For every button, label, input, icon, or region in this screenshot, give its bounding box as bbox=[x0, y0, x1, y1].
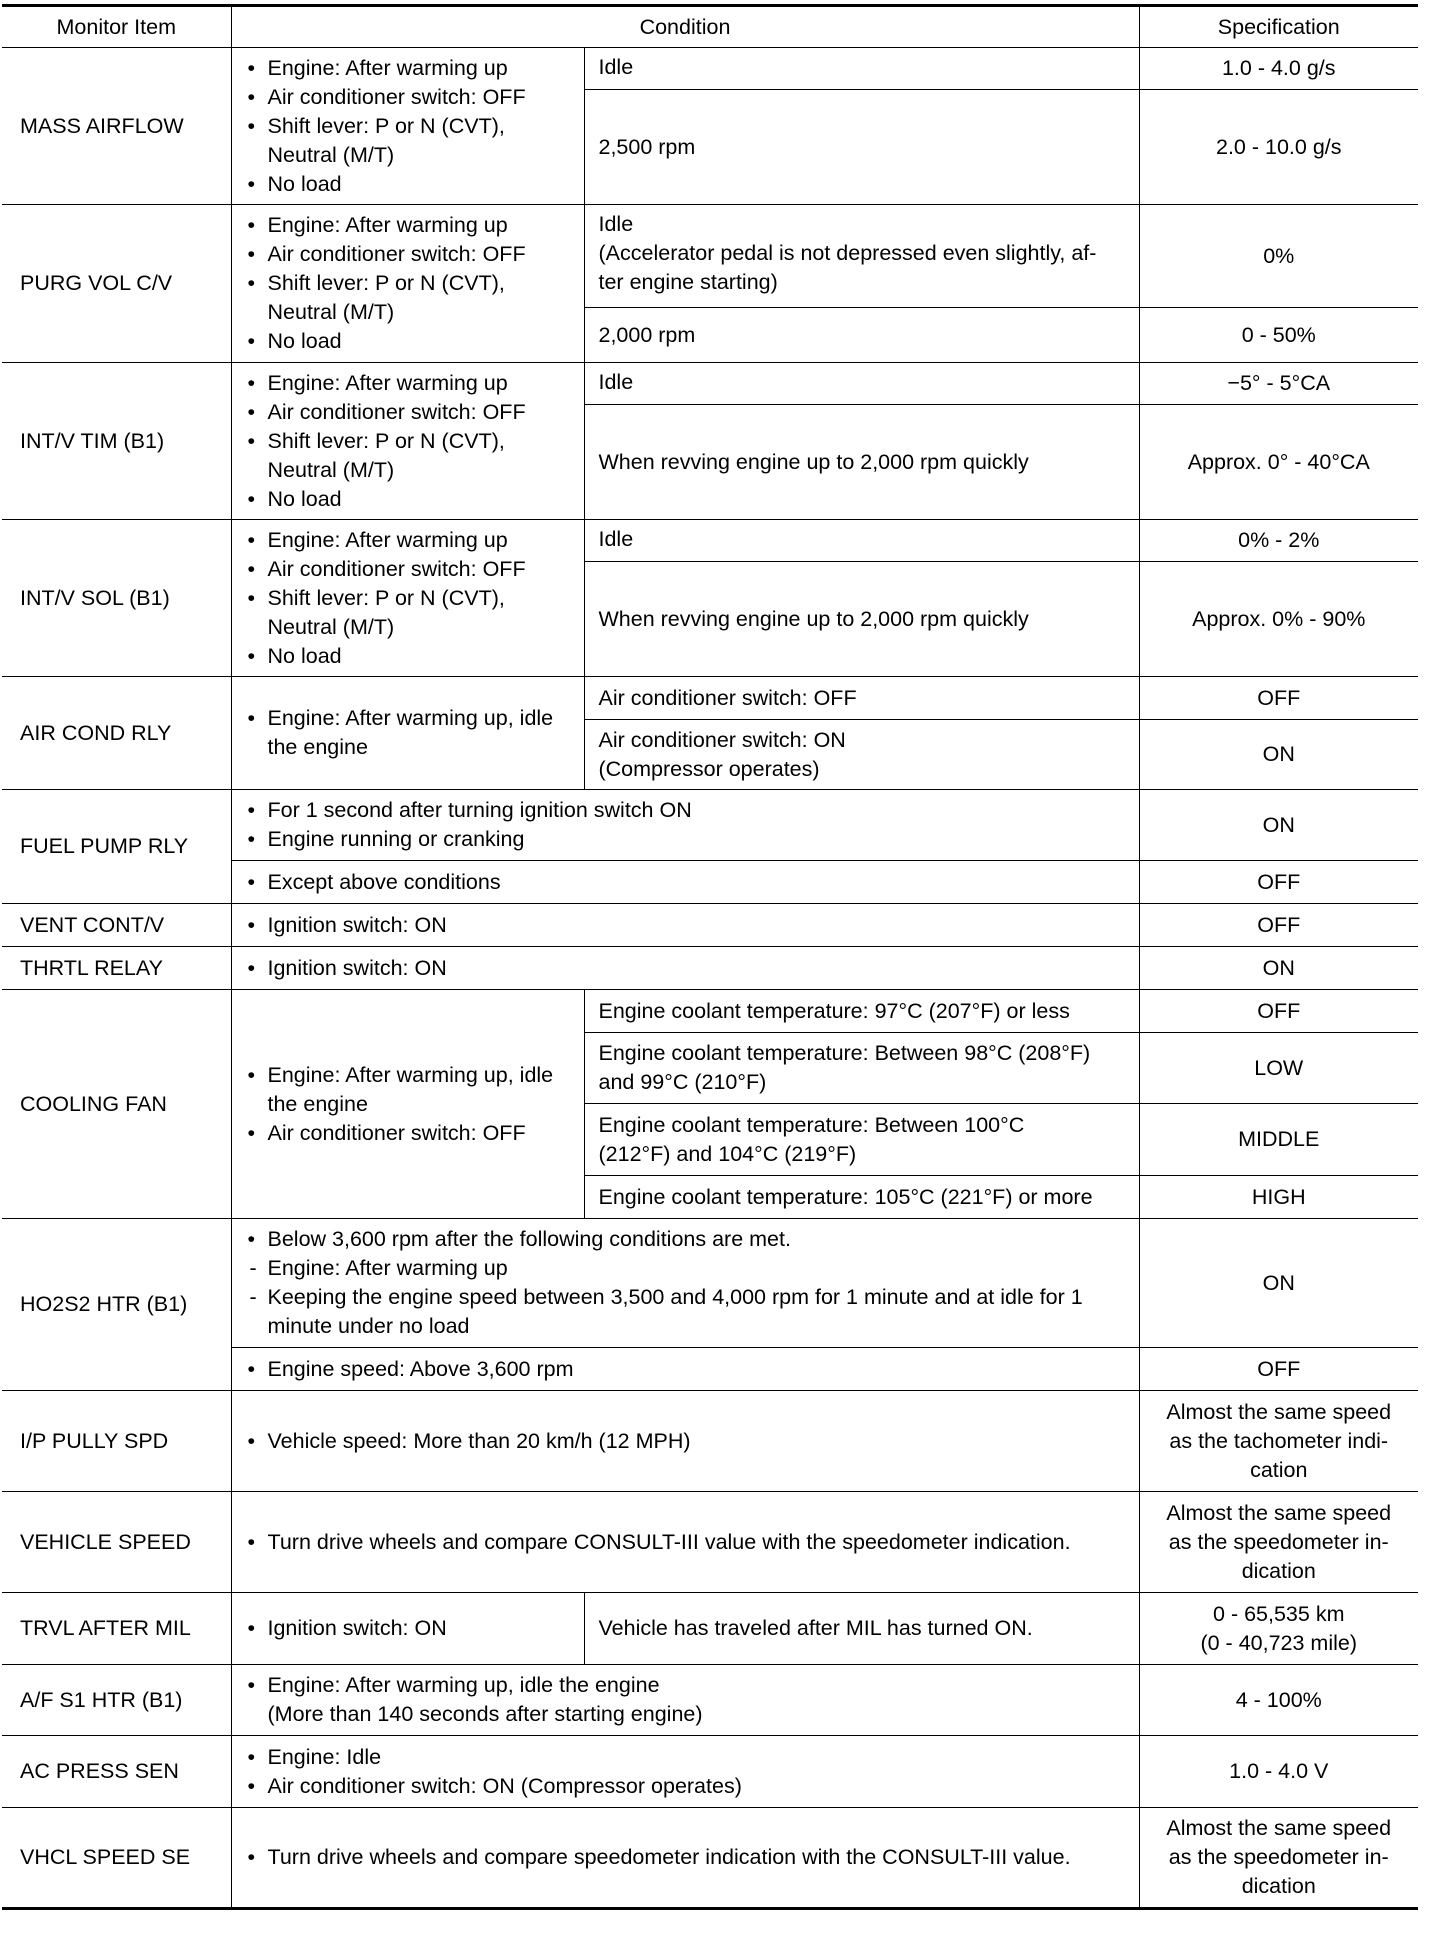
header-monitor-item: Monitor Item bbox=[2, 6, 231, 48]
condition-list bbox=[231, 363, 584, 520]
sub-condition: Engine coolant temperature: Between 100°C (212°F) and 104°C (219°F) bbox=[584, 1104, 1139, 1176]
specification-document bbox=[2, 4, 1418, 1910]
condition-list bbox=[231, 205, 584, 363]
monitor-item-vehicle-speed: VEHICLE SPEED bbox=[2, 1492, 231, 1593]
sub-condition: Vehicle has traveled after MIL has turned ON. bbox=[584, 1593, 1139, 1665]
table-row bbox=[2, 790, 1418, 861]
spec-value: Approx. 0° - 40°CA bbox=[1139, 405, 1418, 520]
condition-bullet: • Vehicle speed: More than 20 km/h (12 MPH) bbox=[246, 1427, 1127, 1456]
spec-value: 4 - 100% bbox=[1139, 1665, 1418, 1736]
monitor-spec-table bbox=[2, 4, 1418, 1910]
spec-value: OFF bbox=[1139, 1348, 1418, 1391]
condition-list bbox=[231, 1219, 1139, 1348]
monitor-item-vent-cont: VENT CONT/V bbox=[2, 904, 231, 947]
table-row bbox=[2, 1492, 1418, 1593]
header-condition: Condition bbox=[231, 6, 1139, 48]
condition-bullet: • Engine: Idle bbox=[246, 1743, 1127, 1772]
monitor-item-ip-pully-spd: I/P PULLY SPD bbox=[2, 1391, 231, 1492]
condition-bullet: • No load bbox=[246, 170, 572, 199]
condition-list bbox=[231, 677, 584, 790]
monitor-item-cooling-fan: COOLING FAN bbox=[2, 990, 231, 1219]
condition-bullet: • Turn drive wheels and compare speedometer indication with the CONSULT-III value. bbox=[246, 1843, 1127, 1872]
condition-bullet: • Shift lever: P or N (CVT), Neutral (M/T) bbox=[246, 584, 572, 642]
condition-bullet: • Ignition switch: ON bbox=[246, 911, 1127, 940]
condition-bullet: • Shift lever: P or N (CVT), Neutral (M/T) bbox=[246, 112, 572, 170]
condition-list bbox=[231, 1348, 1139, 1391]
table-row bbox=[2, 990, 1418, 1033]
condition-list bbox=[231, 1665, 1139, 1736]
condition-bullet: • Except above conditions bbox=[246, 868, 1127, 897]
condition-list bbox=[231, 48, 584, 205]
monitor-item-ho2s2-htr: HO2S2 HTR (B1) bbox=[2, 1219, 231, 1391]
condition-bullet: • Below 3,600 rpm after the following conditions are met. bbox=[246, 1225, 1127, 1254]
spec-value: 0% bbox=[1139, 205, 1418, 308]
sub-condition: Idle bbox=[584, 520, 1139, 562]
condition-bullet: • Engine: After warming up bbox=[246, 211, 572, 240]
spec-value: −5° - 5°CA bbox=[1139, 363, 1418, 405]
condition-bullet: • Air conditioner switch: OFF bbox=[246, 240, 572, 269]
spec-value: ON bbox=[1139, 1219, 1418, 1348]
spec-value: OFF bbox=[1139, 677, 1418, 720]
sub-condition: 2,500 rpm bbox=[584, 90, 1139, 205]
spec-value: 0 - 65,535 km (0 - 40,723 mile) bbox=[1139, 1593, 1418, 1665]
table-row bbox=[2, 1219, 1418, 1348]
monitor-item-intv-tim: INT/V TIM (B1) bbox=[2, 363, 231, 520]
table-row bbox=[2, 205, 1418, 308]
monitor-item-trvl-after-mil: TRVL AFTER MIL bbox=[2, 1593, 231, 1665]
condition-bullet: • No load bbox=[246, 327, 572, 356]
condition-bullet: • Engine speed: Above 3,600 rpm bbox=[246, 1355, 1127, 1384]
sub-condition: When revving engine up to 2,000 rpm quickly bbox=[584, 562, 1139, 677]
condition-list bbox=[231, 1391, 1139, 1492]
table-row bbox=[2, 1665, 1418, 1736]
sub-condition: Air conditioner switch: ON (Compressor operates) bbox=[584, 720, 1139, 790]
spec-value: OFF bbox=[1139, 861, 1418, 904]
table-row bbox=[2, 1808, 1418, 1909]
spec-value: MIDDLE bbox=[1139, 1104, 1418, 1176]
condition-bullet: • No load bbox=[246, 485, 572, 514]
spec-value: Almost the same speed as the tachometer indi- cation bbox=[1139, 1391, 1418, 1492]
sub-condition: Engine coolant temperature: 105°C (221°F) or more bbox=[584, 1176, 1139, 1219]
table-row bbox=[2, 1391, 1418, 1492]
condition-bullet: • Turn drive wheels and compare CONSULT-III value with the speedometer indication. bbox=[246, 1528, 1127, 1557]
spec-value: ON bbox=[1139, 720, 1418, 790]
condition-list bbox=[231, 947, 1139, 990]
table-row bbox=[2, 904, 1418, 947]
condition-bullet: • No load bbox=[246, 642, 572, 671]
condition-bullet: • Ignition switch: ON bbox=[246, 954, 1127, 983]
spec-value: Approx. 0% - 90% bbox=[1139, 562, 1418, 677]
sub-condition: When revving engine up to 2,000 rpm quickly bbox=[584, 405, 1139, 520]
condition-list bbox=[231, 1808, 1139, 1909]
table-row bbox=[2, 1736, 1418, 1808]
condition-bullet: • For 1 second after turning ignition switch ON bbox=[246, 796, 1127, 825]
monitor-item-thrtl-relay: THRTL RELAY bbox=[2, 947, 231, 990]
table-row bbox=[2, 520, 1418, 562]
condition-bullet: • Shift lever: P or N (CVT), Neutral (M/T) bbox=[246, 269, 572, 327]
condition-list bbox=[231, 1492, 1139, 1593]
condition-bullet: • Air conditioner switch: OFF bbox=[246, 398, 572, 427]
condition-bullet: • Ignition switch: ON bbox=[246, 1614, 572, 1643]
sub-condition: Air conditioner switch: OFF bbox=[584, 677, 1139, 720]
monitor-item-ac-press-sen: AC PRESS SEN bbox=[2, 1736, 231, 1808]
spec-value: OFF bbox=[1139, 904, 1418, 947]
sub-condition: Engine coolant temperature: Between 98°C (208°F) and 99°C (210°F) bbox=[584, 1033, 1139, 1104]
spec-value: 1.0 - 4.0 V bbox=[1139, 1736, 1418, 1808]
monitor-item-air-cond-rly: AIR COND RLY bbox=[2, 677, 231, 790]
condition-list bbox=[231, 790, 1139, 861]
monitor-item-af-s1-htr: A/F S1 HTR (B1) bbox=[2, 1665, 231, 1736]
condition-bullet: • Air conditioner switch: ON (Compressor operates) bbox=[246, 1772, 1127, 1801]
spec-value: LOW bbox=[1139, 1033, 1418, 1104]
table-row bbox=[2, 48, 1418, 90]
condition-bullet: • Shift lever: P or N (CVT), Neutral (M/T) bbox=[246, 427, 572, 485]
spec-value: 1.0 - 4.0 g/s bbox=[1139, 48, 1418, 90]
table-row bbox=[2, 947, 1418, 990]
condition-bullet: • Air conditioner switch: OFF bbox=[246, 1119, 572, 1148]
condition-list bbox=[231, 904, 1139, 947]
sub-condition: 2,000 rpm bbox=[584, 308, 1139, 363]
spec-value: 2.0 - 10.0 g/s bbox=[1139, 90, 1418, 205]
spec-value: HIGH bbox=[1139, 1176, 1418, 1219]
spec-value: ON bbox=[1139, 947, 1418, 990]
monitor-item-intv-sol: INT/V SOL (B1) bbox=[2, 520, 231, 677]
spec-value: OFF bbox=[1139, 990, 1418, 1033]
spec-value: 0% - 2% bbox=[1139, 520, 1418, 562]
condition-bullet: • Air conditioner switch: OFF bbox=[246, 555, 572, 584]
sub-condition: Idle bbox=[584, 363, 1139, 405]
spec-value: 0 - 50% bbox=[1139, 308, 1418, 363]
condition-bullet: • Engine: After warming up, idle the engine bbox=[246, 1061, 572, 1119]
condition-bullet: • Engine: After warming up bbox=[246, 54, 572, 83]
condition-list bbox=[231, 1593, 584, 1665]
condition-dash-item: - Keeping the engine speed between 3,500 and 4,000 rpm for 1 minute and at idle for 1 minute under no load bbox=[246, 1283, 1127, 1341]
spec-value: Almost the same speed as the speedometer in- dication bbox=[1139, 1808, 1418, 1909]
monitor-item-mass-airflow: MASS AIRFLOW bbox=[2, 48, 231, 205]
sub-condition: Engine coolant temperature: 97°C (207°F) or less bbox=[584, 990, 1139, 1033]
condition-bullet: • Air conditioner switch: OFF bbox=[246, 83, 572, 112]
monitor-item-vhcl-speed-se: VHCL SPEED SE bbox=[2, 1808, 231, 1909]
condition-bullet: • Engine: After warming up, idle the engine bbox=[246, 704, 572, 762]
spec-value: ON bbox=[1139, 790, 1418, 861]
spec-value: Almost the same speed as the speedometer in- dication bbox=[1139, 1492, 1418, 1593]
sub-condition: Idle bbox=[584, 48, 1139, 90]
table-header-row bbox=[2, 6, 1418, 48]
table-row bbox=[2, 363, 1418, 405]
header-specification: Specification bbox=[1139, 6, 1418, 48]
condition-bullet: • Engine: After warming up bbox=[246, 369, 572, 398]
sub-condition: Idle (Accelerator pedal is not depressed even slightly, af- ter engine starting) bbox=[584, 205, 1139, 308]
table-row bbox=[2, 1593, 1418, 1665]
condition-list bbox=[231, 1736, 1139, 1808]
condition-bullet: • Engine running or cranking bbox=[246, 825, 1127, 854]
condition-list bbox=[231, 520, 584, 677]
table-row bbox=[2, 677, 1418, 720]
condition-dash-item: - Engine: After warming up bbox=[246, 1254, 1127, 1283]
condition-list bbox=[231, 861, 1139, 904]
condition-bullet: • Engine: After warming up bbox=[246, 526, 572, 555]
condition-bullet: • Engine: After warming up, idle the engine (More than 140 seconds after starting engine) bbox=[246, 1671, 1127, 1729]
monitor-item-purg-vol: PURG VOL C/V bbox=[2, 205, 231, 363]
monitor-item-fuel-pump-rly: FUEL PUMP RLY bbox=[2, 790, 231, 904]
condition-list bbox=[231, 990, 584, 1219]
